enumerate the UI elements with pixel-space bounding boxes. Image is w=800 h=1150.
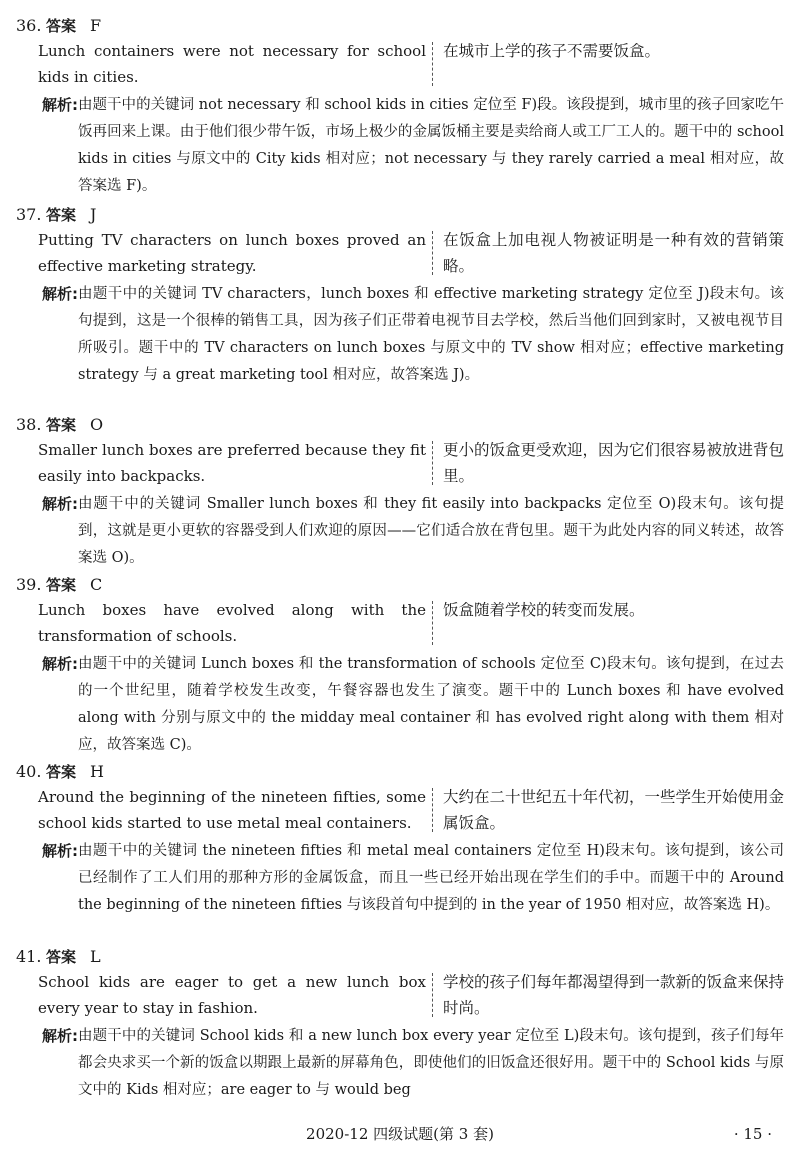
chinese-translation: 更小的饭盒更受欢迎，因为它们很容易被放进背包里。 xyxy=(443,441,785,485)
question-41 xyxy=(16,945,784,1104)
english-statement: Lunch boxes have evolved along with the transformation of schools. xyxy=(38,601,426,645)
question-number: 36. xyxy=(16,16,42,35)
answer-letter: O xyxy=(90,415,104,434)
question-header xyxy=(16,203,784,227)
english-statement: Putting TV characters on lunch boxes proved an effective marketing strategy. xyxy=(38,231,426,275)
english-statement: Around the beginning of the nineteen fifties, some school kids started to use metal meal containers. xyxy=(38,788,426,832)
explanation xyxy=(42,491,784,572)
footer-title: 2020-12 四级试题(第 3 套) xyxy=(306,1125,494,1143)
statement-pair xyxy=(38,597,784,649)
answer-label: 答案 xyxy=(46,17,77,35)
chinese-translation: 大约在二十世纪五十年代初，一些学生开始使用金属饭盒。 xyxy=(443,788,785,832)
dashed-divider xyxy=(432,601,433,645)
answer-letter: J xyxy=(90,205,97,224)
page-footer xyxy=(0,1122,800,1146)
page-number: · 15 · xyxy=(733,1125,772,1143)
explanation-label: 解析: xyxy=(42,495,78,513)
answer-letter: L xyxy=(90,947,101,966)
chinese-translation: 在城市上学的孩子不需要饭盒。 xyxy=(443,42,661,60)
explanation-text: 由题干中的关键词 School kids 和 a new lunch box every year 定位至 L)段末句。该句提到，孩子们每年都会央求买一个新的饭盒以期跟上最新的屏幕角色，即使他们的旧饭盒还很好用。题干中的 School kids 与原文中的 Kids 相对应；are eager to 与 would beg xyxy=(78,1028,784,1098)
question-number: 39. xyxy=(16,575,42,594)
question-header xyxy=(16,573,784,597)
explanation-text: 由题干中的关键词 Lunch boxes 和 the transformation of schools 定位至 C)段末句。该句提到，在过去的一个世纪里，随着学校发生改变，午餐容器也发生了演变。题干中的 Lunch boxes 和 have evolved along with 分别与原文中的 the midday meal container 和 has evolved right along with them 相对应，故答案选 C)。 xyxy=(78,656,784,753)
answer-label: 答案 xyxy=(46,763,77,781)
explanation xyxy=(42,281,784,389)
explanation-text: 由题干中的关键词 not necessary 和 school kids in cities 定位至 F)段。该段提到，城市里的孩子回家吃午饭再回来上课。由于他们很少带午饭，市场上极少的金属饭桶主要是卖给商人或工厂工人的。题干中的 school kids in cities 与原文中的 City kids 相对应；not necessary 与 they rarely carried a meal 相对应，故答案选 F)。 xyxy=(78,97,784,194)
statement-pair xyxy=(38,969,784,1021)
english-statement: School kids are eager to get a new lunch box every year to stay in fashion. xyxy=(38,973,426,1017)
chinese-translation: 饭盒随着学校的转变而发展。 xyxy=(443,601,645,619)
dashed-divider xyxy=(432,788,433,832)
question-38 xyxy=(16,413,784,572)
statement-pair xyxy=(38,784,784,836)
dashed-divider xyxy=(432,441,433,485)
explanation-text: 由题干中的关键词 Smaller lunch boxes 和 they fit easily into backpacks 定位至 O)段末句。该句提到，这就是更小更软的容器受到人们欢迎的原因——它们适合放在背包里。题干为此处内容的同义转述，故答案选 O)。 xyxy=(78,496,784,566)
english-statement: Lunch containers were not necessary for school kids in cities. xyxy=(38,42,426,86)
answer-letter: F xyxy=(90,16,102,35)
answer-letter: C xyxy=(90,575,103,594)
english-statement: Smaller lunch boxes are preferred because they fit easily into backpacks. xyxy=(38,441,426,485)
dashed-divider xyxy=(432,231,433,275)
question-header xyxy=(16,945,784,969)
question-36 xyxy=(16,14,784,200)
question-39 xyxy=(16,573,784,759)
explanation-label: 解析: xyxy=(42,655,78,673)
explanation xyxy=(42,651,784,759)
question-37 xyxy=(16,203,784,389)
explanation-label: 解析: xyxy=(42,285,78,303)
dashed-divider xyxy=(432,42,433,86)
explanation-text: 由题干中的关键词 the nineteen fifties 和 metal meal containers 定位至 H)段末句。该句提到，该公司已经制作了工人们用的那种方形的金属饭盒，而且一些已经开始出现在学生们的手中。而题干中的 Around the beginning of the nineteen fifties 与该段首句中提到的 in the year of 1950 相对应，故答案选 H)。 xyxy=(78,843,784,913)
chinese-translation: 学校的孩子们每年都渴望得到一款新的饭盒来保持时尚。 xyxy=(443,973,785,1017)
answer-label: 答案 xyxy=(46,416,77,434)
answer-label: 答案 xyxy=(46,948,77,966)
statement-pair xyxy=(38,227,784,279)
explanation-text: 由题干中的关键词 TV characters，lunch boxes 和 effective marketing strategy 定位至 J)段末句。该句提到，这是一个很棒的销售工具，因为孩子们正带着电视节目去学校，然后当他们回到家时，又被电视节目所吸引。题干中的 TV characters on lunch boxes 与原文中的 TV show 相对应；effective marketing strategy 与 a great marketing tool 相对应，故答案选 J)。 xyxy=(78,286,784,383)
question-number: 40. xyxy=(16,762,42,781)
question-header xyxy=(16,760,784,784)
question-header xyxy=(16,413,784,437)
question-number: 41. xyxy=(16,947,42,966)
dashed-divider xyxy=(432,973,433,1017)
chinese-translation: 在饭盒上加电视人物被证明是一种有效的营销策略。 xyxy=(443,231,784,275)
explanation xyxy=(42,1023,784,1104)
statement-pair xyxy=(38,437,784,489)
answer-label: 答案 xyxy=(46,206,77,224)
question-40 xyxy=(16,760,784,919)
question-number: 38. xyxy=(16,415,42,434)
answer-letter: H xyxy=(90,762,104,781)
question-header xyxy=(16,14,784,38)
explanation xyxy=(42,92,784,200)
statement-pair xyxy=(38,38,784,90)
explanation-label: 解析: xyxy=(42,842,78,860)
explanation xyxy=(42,838,784,919)
question-number: 37. xyxy=(16,205,42,224)
answer-label: 答案 xyxy=(46,576,77,594)
explanation-label: 解析: xyxy=(42,96,78,114)
explanation-label: 解析: xyxy=(42,1027,78,1045)
